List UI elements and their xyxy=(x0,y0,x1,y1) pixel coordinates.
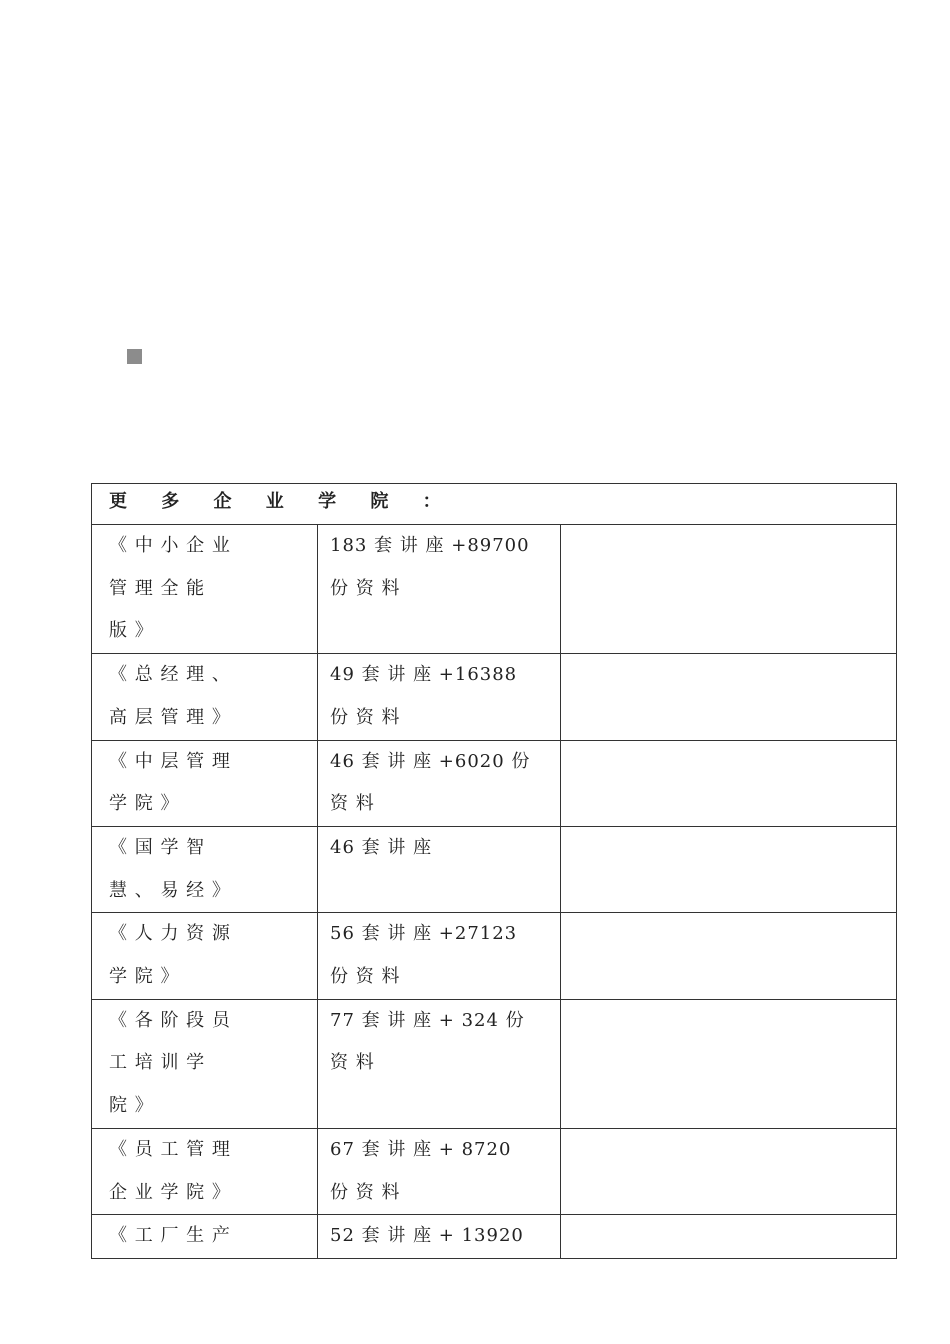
course-count: 56 套 讲 座 +27123 份 资 料 xyxy=(330,923,518,988)
course-name: 《 工 厂 生 产 xyxy=(109,1225,231,1247)
course-count: 46 套 讲 座 xyxy=(330,836,433,858)
course-name-cell xyxy=(92,1128,318,1214)
course-extra-cell xyxy=(561,525,897,654)
course-count: 49 套 讲 座 +16388 份 资 料 xyxy=(330,664,518,728)
course-count-cell xyxy=(318,826,561,912)
course-name: 《 各 阶 段 员 工 培 训 学 院 》 xyxy=(109,1009,231,1117)
course-count: 183 套 讲 座 +89700 份 资 料 xyxy=(330,535,530,599)
course-count: 77 套 讲 座 + 324 份 资 料 xyxy=(330,1009,525,1074)
course-name-cell xyxy=(92,525,318,654)
course-count-cell xyxy=(318,654,561,740)
course-name: 《 人 力 资 源 学 院 》 xyxy=(109,923,231,988)
course-extra-cell xyxy=(561,740,897,826)
course-extra-cell xyxy=(561,826,897,912)
bullet-square-icon xyxy=(127,349,142,364)
course-count: 67 套 讲 座 + 8720 份 资 料 xyxy=(330,1138,512,1203)
course-name-cell xyxy=(92,826,318,912)
course-name: 《 国 学 智 慧 、 易 经 》 xyxy=(109,836,231,901)
course-name: 《 员 工 管 理 企 业 学 院 》 xyxy=(109,1138,231,1203)
table-header-row xyxy=(92,484,897,525)
course-count: 46 套 讲 座 +6020 份 资 料 xyxy=(330,750,531,815)
course-count-cell xyxy=(318,740,561,826)
course-name-cell xyxy=(92,999,318,1128)
table-row xyxy=(92,654,897,740)
course-extra-cell xyxy=(561,1128,897,1214)
course-count: 52 套 讲 座 + 13920 xyxy=(330,1225,524,1247)
table-row xyxy=(92,913,897,999)
table-row xyxy=(92,1215,897,1259)
table-row xyxy=(92,525,897,654)
course-name-cell xyxy=(92,654,318,740)
course-extra-cell xyxy=(561,654,897,740)
table-row xyxy=(92,1128,897,1214)
course-count-cell xyxy=(318,1128,561,1214)
course-table xyxy=(91,483,897,1259)
course-count-cell xyxy=(318,913,561,999)
course-count-cell xyxy=(318,1215,561,1259)
course-name: 《 中 层 管 理 学 院 》 xyxy=(109,750,231,815)
table-row xyxy=(92,740,897,826)
course-name-cell xyxy=(92,740,318,826)
course-name-cell xyxy=(92,913,318,999)
course-name-cell xyxy=(92,1215,318,1259)
table-header: 更 多 企 业 学 院 ： xyxy=(109,491,455,512)
table-header-cell xyxy=(92,484,897,525)
course-extra-cell xyxy=(561,1215,897,1259)
course-name: 《 中 小 企 业 管 理 全 能 版 》 xyxy=(109,535,231,642)
course-count-cell xyxy=(318,999,561,1128)
course-count-cell xyxy=(318,525,561,654)
table-row xyxy=(92,826,897,912)
table-row xyxy=(92,999,897,1128)
course-name: 《 总 经 理 、 高 层 管 理 》 xyxy=(109,664,231,728)
course-extra-cell xyxy=(561,999,897,1128)
course-extra-cell xyxy=(561,913,897,999)
